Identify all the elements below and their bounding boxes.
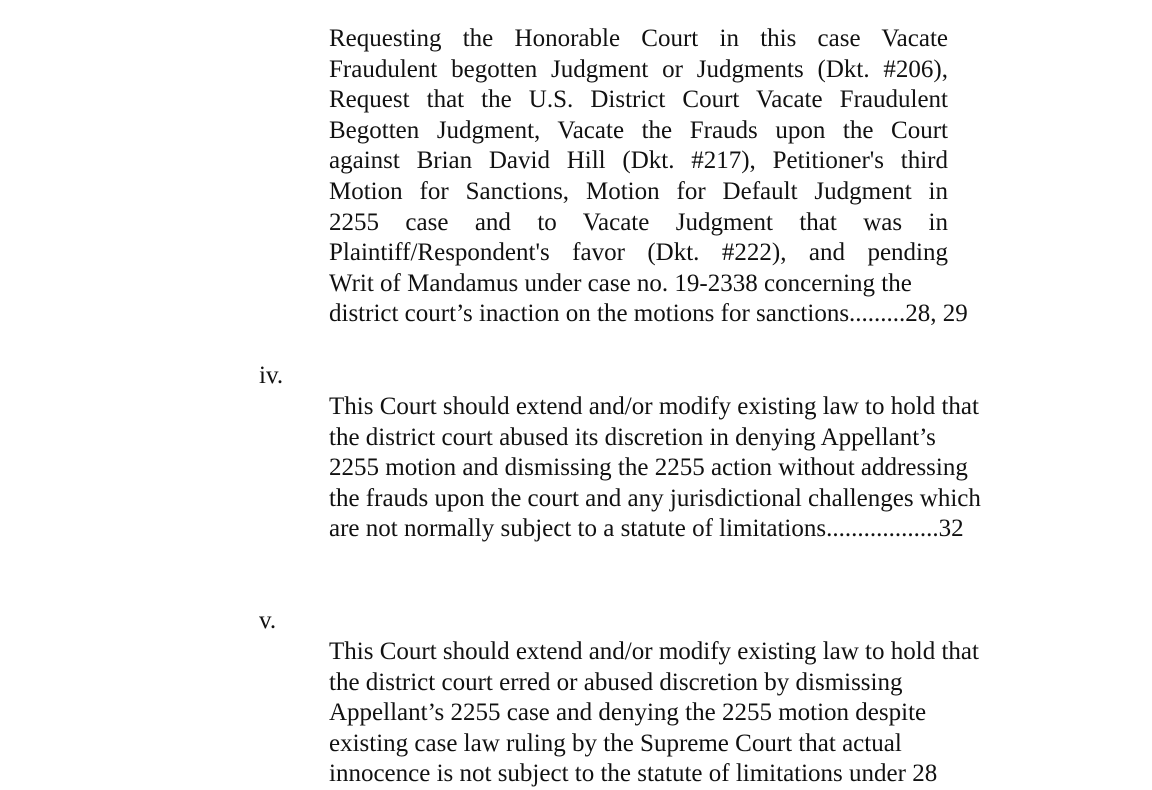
toc-entry-iv: [329, 392, 981, 545]
toc-entry-line: against Brian David Hill (Dkt. #217), Petitioner's third: [329, 147, 948, 175]
toc-entry-line: 2255 case and to Vacate Judgment that was in: [329, 208, 948, 236]
toc-entry-line: Fraudulent begotten Judgment or Judgments (Dkt. #206),: [329, 55, 948, 83]
toc-entry-line: Writ of Mandamus under case no. 19-2338 concerning the: [329, 269, 912, 297]
toc-entry-line: Motion for Sanctions, Motion for Default Judgment in: [329, 177, 948, 205]
toc-entry-line: This Court should extend and/or modify existing law to hold that: [329, 393, 979, 420]
toc-entry-v: [329, 637, 979, 790]
toc-numeral-v: v.: [259, 607, 277, 634]
toc-entry-line: Requesting the Honorable Court in this case Vacate: [329, 25, 948, 52]
toc-entry-line: existing case law ruling by the Supreme Court that actual: [329, 729, 902, 757]
toc-entry-line: This Court should extend and/or modify existing law to hold that: [329, 638, 979, 665]
toc-entry-line: Request that the U.S. District Court Vacate Fraudulent: [329, 86, 948, 114]
toc-entry-line: the frauds upon the court and any jurisdictional challenges which: [329, 484, 981, 512]
toc-entry-line: innocence is not subject to the statute of limitations under 28: [329, 760, 938, 788]
toc-entry-iii: [329, 24, 968, 330]
toc-entry-line: Begotten Judgment, Vacate the Frauds upon the Court: [329, 116, 948, 144]
toc-numeral-iv: iv.: [259, 362, 284, 389]
toc-entry-line: 2255 motion and dismissing the 2255 action without addressing: [329, 454, 968, 482]
toc-entry-line: Appellant’s 2255 case and denying the 2255 motion despite: [329, 699, 927, 727]
toc-entry-line: district court’s inaction on the motions for sanctions.........28, 29: [329, 300, 968, 328]
toc-entry-line: Plaintiff/Respondent's favor (Dkt. #222), and pending: [329, 239, 948, 267]
toc-entry-line: the district court erred or abused discretion by dismissing: [329, 668, 903, 696]
toc-entry-line: the district court abused its discretion in denying Appellant’s: [329, 423, 936, 451]
toc-entry-line: are not normally subject to a statute of limitations..................32: [329, 515, 964, 543]
